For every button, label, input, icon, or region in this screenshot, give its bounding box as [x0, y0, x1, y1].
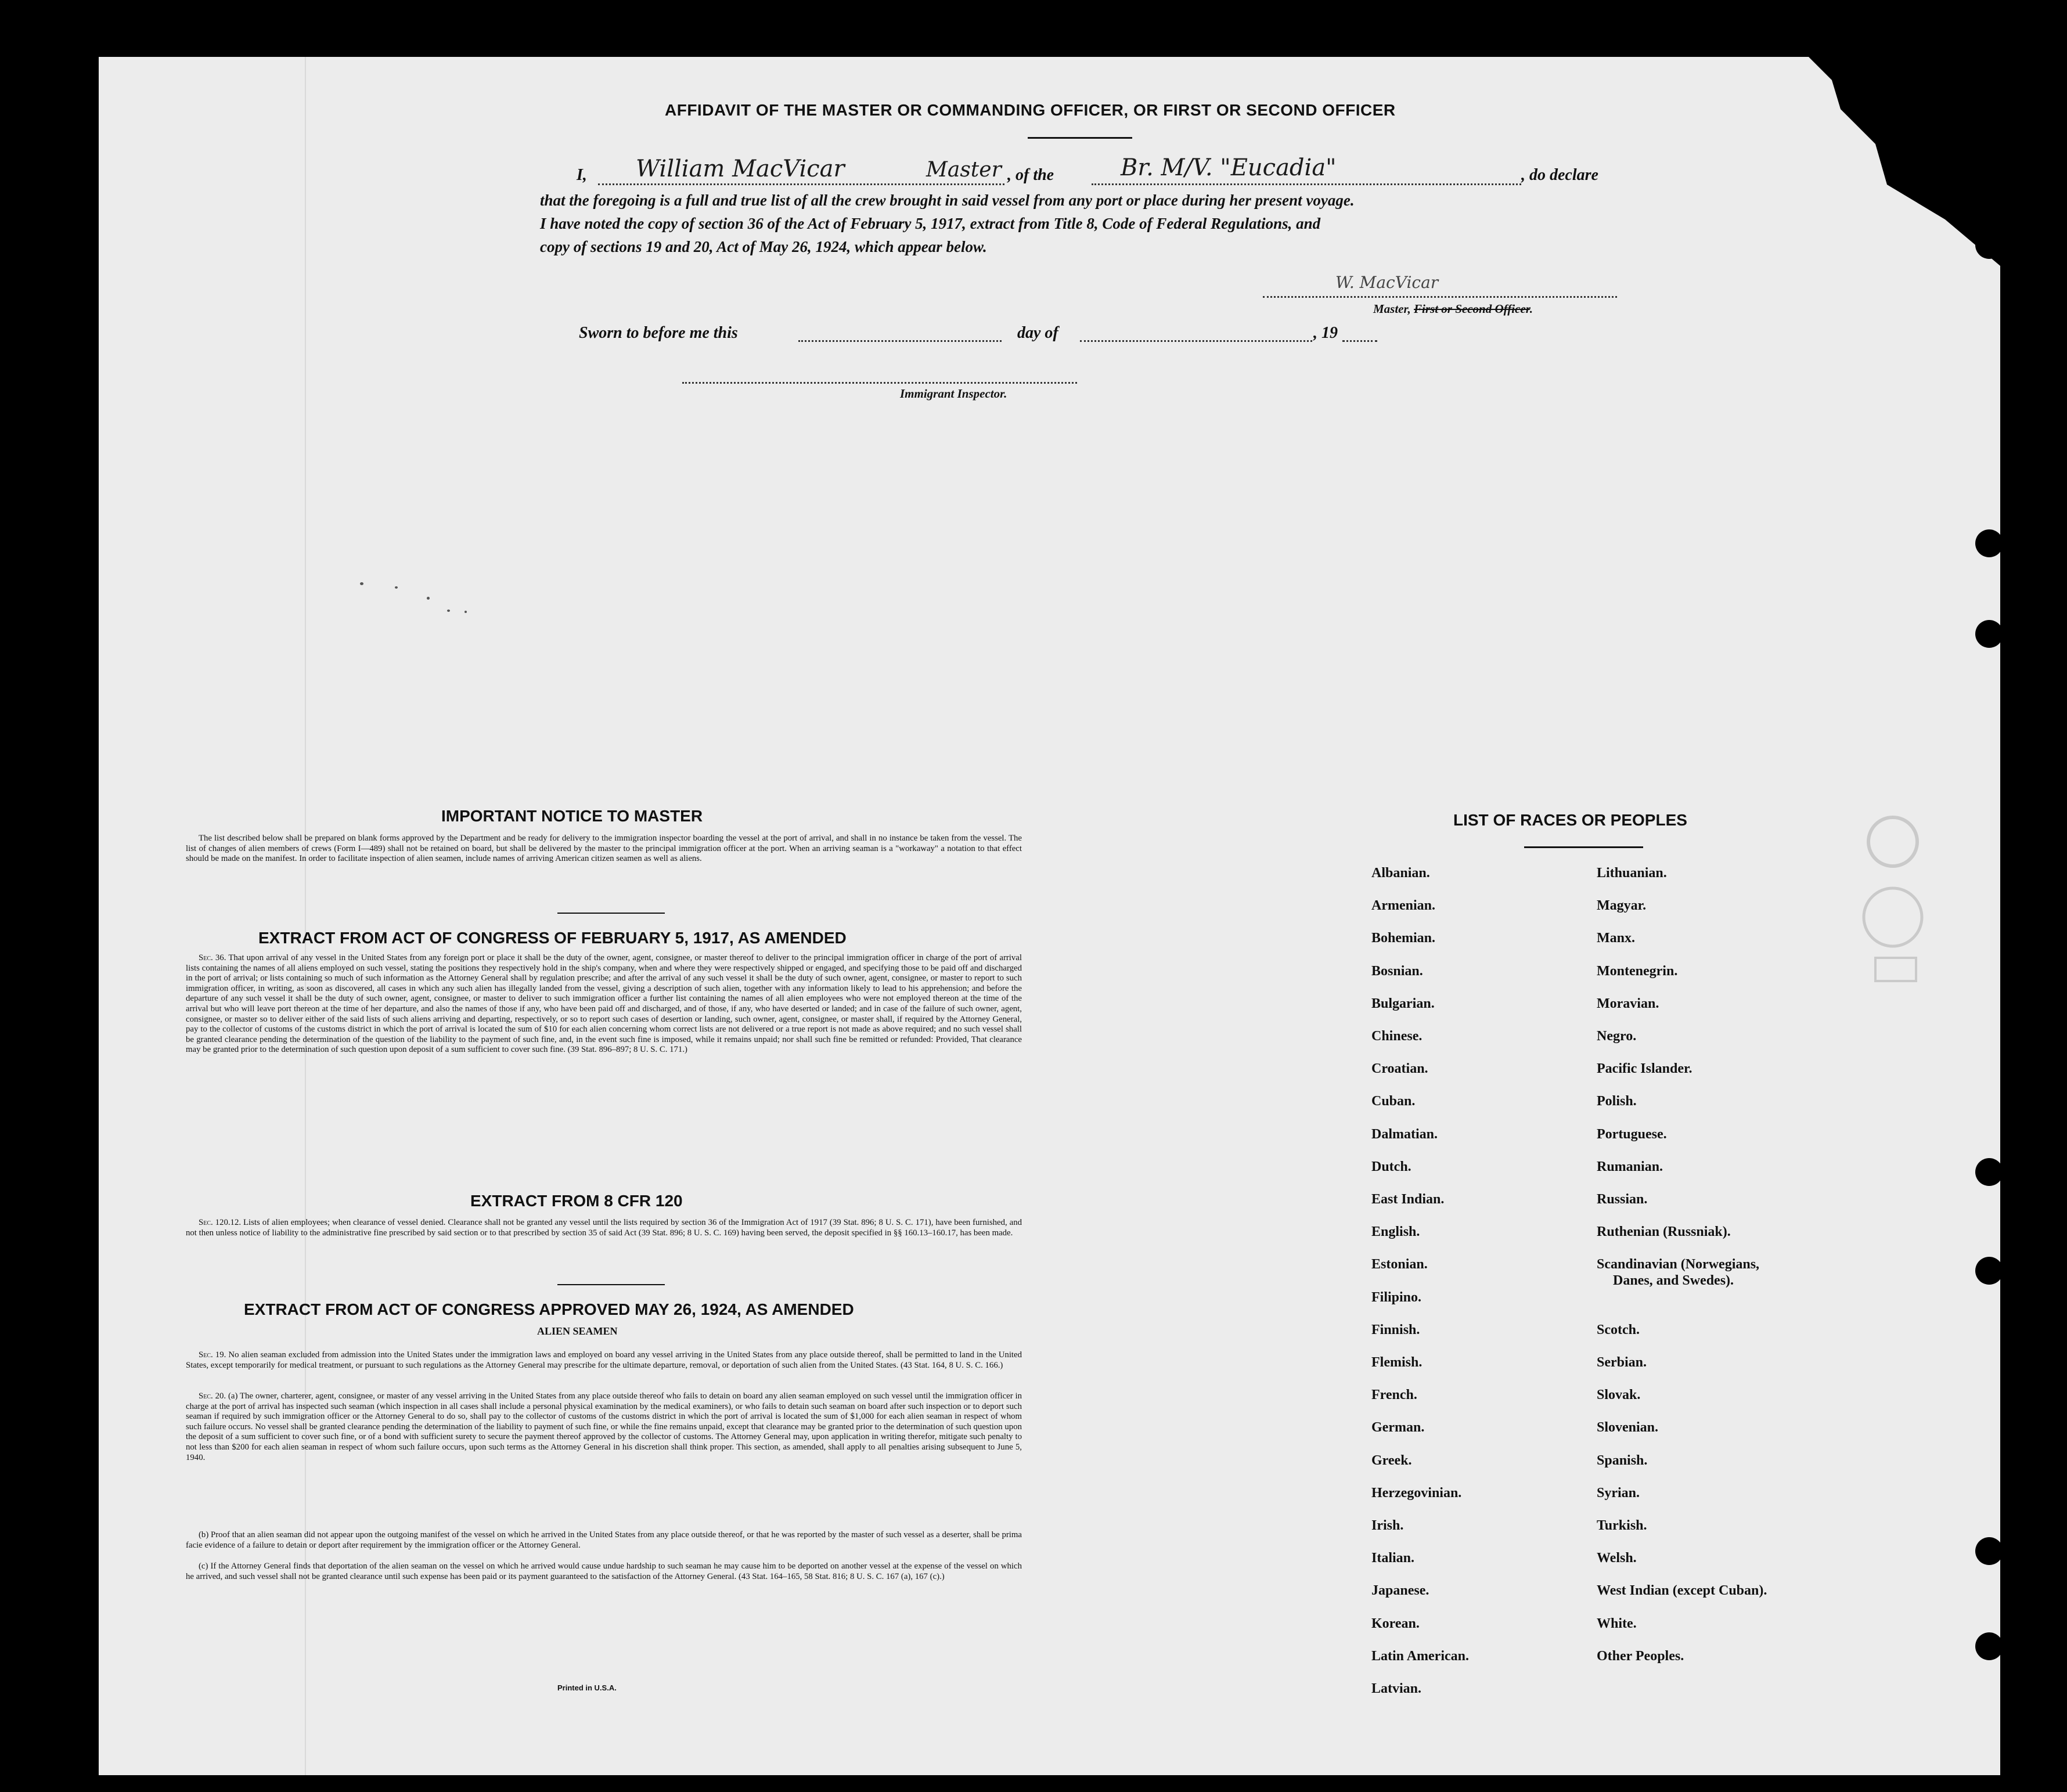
race-item: Cuban.	[1371, 1094, 1416, 1109]
race-item: Dalmatian.	[1371, 1126, 1438, 1142]
signature-caption	[1373, 302, 1533, 316]
race-item: Armenian.	[1371, 898, 1435, 914]
race-item: French.	[1371, 1387, 1417, 1403]
cfr-divider	[557, 1284, 665, 1285]
notice-text	[186, 834, 1022, 864]
punch-hole	[1975, 1632, 2003, 1660]
race-item: Scotch.	[1597, 1322, 1640, 1337]
signature-caption-master: Master,	[1373, 302, 1414, 316]
race-item: Filipino.	[1371, 1289, 1422, 1305]
sec-19-label: Sec. 19.	[199, 1350, 226, 1360]
punch-hole	[1975, 231, 2003, 259]
extract-1924-sec20c	[186, 1562, 1022, 1582]
race-item: Bosnian.	[1371, 963, 1423, 979]
fold-line	[305, 57, 306, 1775]
day-of-label: day of	[1017, 324, 1058, 342]
race-item: Estonian.	[1371, 1257, 1428, 1272]
signature-line	[1263, 296, 1617, 298]
race-item: Magyar.	[1597, 898, 1647, 914]
race-item-continuation: Danes, and Swedes).	[1613, 1273, 1734, 1289]
sec-20-label: Sec. 20.	[199, 1391, 226, 1401]
race-item: Portuguese.	[1597, 1126, 1667, 1142]
race-item: Slovenian.	[1597, 1420, 1659, 1436]
race-item: Ruthenian (Russniak).	[1597, 1224, 1731, 1240]
extract-1924-title: EXTRACT FROM ACT OF CONGRESS APPROVED MAY 26, 1924, AS AMENDED	[244, 1300, 854, 1318]
alien-seamen-subtitle: ALIEN SEAMEN	[537, 1325, 618, 1337]
race-item: Serbian.	[1597, 1355, 1647, 1370]
form-sheet	[99, 57, 2000, 1775]
of-the-label: , of the	[1007, 166, 1054, 184]
race-item: Montenegrin.	[1597, 963, 1678, 979]
inspector-label: Immigrant Inspector.	[900, 387, 1007, 401]
race-item: Manx.	[1597, 931, 1635, 946]
race-item: Herzegovinian.	[1371, 1485, 1462, 1501]
race-item: Albanian.	[1371, 866, 1430, 881]
year-label: , 19	[1313, 324, 1338, 342]
race-item: Bulgarian.	[1371, 996, 1435, 1011]
vessel-line	[1092, 183, 1521, 185]
race-item: Scandinavian (Norwegians,	[1597, 1257, 1760, 1272]
race-item: Greek.	[1371, 1452, 1412, 1468]
sworn-month-line	[1080, 340, 1312, 342]
title-underline	[1028, 137, 1132, 139]
race-item: Croatian.	[1371, 1061, 1428, 1077]
punch-hole	[1975, 529, 2003, 557]
sec-120-12-body: Lists of alien employees; when clearance of vessel denied. Clearance shall not be granted any vessel until the lists required by section 36 of the Immigration Act of 1917 (39 Stat. 896; 8 U. S. C. 171), have been furnished, and not then unless notice of liability to the administrative fine prescribed by said section or to that prescribed by section 35 of said Act (39 Stat. 896; 8 U. S. C. 169) having been served, the deposit specified in §§ 160.13–160.17, has been made.	[186, 1218, 1022, 1238]
race-item: Latvian.	[1371, 1681, 1422, 1696]
paper-speck	[447, 610, 450, 612]
extract-1917-title: EXTRACT FROM ACT OF CONGRESS OF FEBRUARY 5, 1917, AS AMENDED	[258, 929, 847, 947]
race-item: Turkish.	[1597, 1518, 1647, 1533]
race-item: Rumanian.	[1597, 1159, 1663, 1174]
inspector-line	[682, 382, 1077, 384]
punch-hole	[1975, 1257, 2003, 1285]
sworn-year-line	[1342, 340, 1377, 342]
race-item: Polish.	[1597, 1094, 1637, 1109]
race-item: West Indian (except Cuban).	[1597, 1583, 1767, 1599]
race-item: Latin American.	[1371, 1648, 1469, 1664]
affidavit-line-3: I have noted the copy of section 36 of the Act of February 5, 1917, extract from Title 8, Code of Federal Regulations, and	[540, 215, 1321, 232]
race-item: Dutch.	[1371, 1159, 1411, 1174]
master-signature: W. MacVicar	[1335, 273, 1439, 292]
race-item: Spanish.	[1597, 1452, 1648, 1468]
race-item: Flemish.	[1371, 1355, 1423, 1370]
vessel-handwritten: Br. M/V. "Eucadia"	[1121, 154, 1337, 181]
sec-20b-body: (b) Proof that an alien seaman did not appear upon the outgoing manifest of the vessel on which he arrived in the United States from any place outside thereof, or that he was reported by the master of such vessel as a deserter, shall be prima facie evidence of a failure to detain or deport after requirement by the immigration officer or the Attorney General.	[186, 1530, 1022, 1550]
extract-1924-sec19	[186, 1350, 1022, 1371]
races-title: LIST OF RACES OR PEOPLES	[1453, 811, 1687, 829]
punch-hole	[1975, 1158, 2003, 1186]
signature-caption-struck: First or Second Officer	[1414, 302, 1530, 316]
sworn-label: Sworn to before me this	[579, 324, 738, 342]
signature-caption-suffix: .	[1529, 302, 1533, 316]
printed-in-usa: Printed in U.S.A.	[557, 1683, 617, 1692]
race-item: Pacific Islander.	[1597, 1061, 1693, 1077]
extract-1917-text	[186, 953, 1022, 1055]
name-line	[598, 183, 1004, 185]
race-item: Other Peoples.	[1597, 1648, 1684, 1664]
i-label: I,	[577, 166, 587, 184]
sec-19-body: No alien seaman excluded from admission into the United States under the immigration laws and employed on board any vessel arriving in the United States from any place outside thereof, shall be permitted to land in the United States, except temporarily for medical treatment, or pursuant to such regulations as the Attorney General may prescribe for the ultimate departure, removal, or deportation of such alien from the United States. (43 Stat. 164, 8 U. S. C. 166.)	[186, 1350, 1022, 1370]
race-item: Moravian.	[1597, 996, 1659, 1011]
race-item: German.	[1371, 1420, 1425, 1436]
punch-hole	[1975, 620, 2003, 648]
faint-stamp-mark	[1858, 795, 1933, 993]
race-item: Korean.	[1371, 1616, 1420, 1631]
sworn-day-line	[798, 340, 1002, 342]
notice-divider	[557, 913, 665, 914]
race-item: Lithuanian.	[1597, 866, 1667, 881]
race-item: Japanese.	[1371, 1583, 1429, 1599]
extract-8cfr-title: EXTRACT FROM 8 CFR 120	[470, 1192, 683, 1210]
races-underline	[1524, 846, 1643, 848]
paper-speck	[395, 586, 398, 589]
race-item: White.	[1597, 1616, 1637, 1631]
race-item: Irish.	[1371, 1518, 1404, 1533]
extract-1924-sec20b	[186, 1530, 1022, 1551]
affidavit-title: AFFIDAVIT OF THE MASTER OR COMMANDING OFFICER, OR FIRST OR SECOND OFFICER	[665, 101, 1396, 119]
extract-1924-sec20a	[186, 1391, 1022, 1463]
affidavit-line-2: that the foregoing is a full and true list of all the crew brought in said vessel from any port or place during her present voyage.	[540, 192, 1355, 209]
race-item: Negro.	[1597, 1029, 1637, 1044]
race-item: Slovak.	[1597, 1387, 1641, 1403]
sec-36-body: That upon arrival of any vessel in the United States from any foreign port or place it shall be the duty of the owner, agent, consignee, or master thereof to deliver to the principal immigration officer in charge of the port of arrival lists containing the names of all aliens employed on such vessel, stating the positions they respectively hold in the ship's company, when and where they were respectively shipped or engaged, and specifying those to be paid off and discharged in the port of arrival; or lists containing so much of such information as the Attorney General shall by regulation prescribe; and after the arrival of any such vessel it shall be the duty of such owner, agent, consignee, or master to report to such immigration officer, in writing, as soon as discovered, all cases in which any such alien has illegally landed from the vessel, giving a description of such alien, together with any information likely to lead to his apprehension; and before the departure of any such vessel it shall be the duty of such owner, agent, consignee, or master to deliver to such immigration officer a further list containing the names of all alien employees who were not employed thereon at the time of the arrival but who will leave port thereon at the time of her departure, and also the names of those if any, who have been paid off and discharged, and of those, if any, who have deserted or landed; and in case of the failure of such owner, agent, consignee, or master so to deliver either of the said lists of such aliens arriving and departing, respectively, or so to report such cases of desertion or landing, such owner, agent, consignee, or master shall, if required by the Attorney General, pay to the collector of customs of the customs district in which the port of arrival is located the sum of $10 for each alien concerning whom correct lists are not delivered or a true report is not made as above required; and no such vessel shall be granted clearance pending the determination of the question of the liability to the payment of such fine, and, in the event such fine is imposed, while it remains unpaid; nor shall such fine be remitted or refunded: Provided, That clearance may be granted prior to the determination of such question upon deposit of a sum sufficient to cover such fine. (39 Stat. 896–897; 8 U. S. C. 171.)	[186, 953, 1022, 1055]
race-item: Welsh.	[1597, 1551, 1637, 1566]
sec-20a-body: (a) The owner, charterer, agent, consignee, or master of any vessel arriving in the United States from any place outside thereof who fails to detain on board any alien seaman employed on such vessel until the immigration officer in charge at the port of arrival has inspected such seaman (which inspection in all cases shall include a personal physical examination by the medical examiners), or who fails to detain such seaman on board after such inspection or to deport such seaman if required by such immigration officer or the Attorney General to do so, shall pay to the collector of customs of the customs district in which the port of arrival is located the sum of $1,000 for each alien seaman in respect of whom such failure occurs. No vessel shall be granted clearance pending the determination of the liability to payment of such fine, or while the fine remains unpaid, except that clearance may be granted prior to the determination of such question upon the deposit of a sum sufficient to cover such fine, or of a bond with sufficient surety to secure the payment thereof approved by the collector of customs. The Attorney General may, upon application in writing therefor, mitigate such penalty to not less than $200 for each alien seaman in respect of whom such failure occurs, upon such terms as the Attorney General in his discretion shall think proper. This section, as amended, shall apply to all penalties arising subsequent to June 5, 1940.	[186, 1391, 1022, 1462]
race-item: Russian.	[1597, 1192, 1648, 1207]
race-item: Finnish.	[1371, 1322, 1420, 1337]
race-item: East Indian.	[1371, 1192, 1445, 1207]
race-item: English.	[1371, 1224, 1420, 1240]
name-handwritten: William MacVicar	[636, 156, 845, 182]
punch-hole	[1975, 1537, 2003, 1565]
sec-20c-body: (c) If the Attorney General finds that deportation of the alien seaman on the vessel on which he arrived would cause undue hardship to such seaman he may cause him to be deported on another vessel at the expense of the vessel on which he arrived, and such vessel shall not be granted clearance until such expense has been paid or its payment guaranteed to the satisfaction of the Attorney General. (43 Stat. 164–165, 58 Stat. 816; 8 U. S. C. 167 (a), 167 (c).)	[186, 1562, 1022, 1581]
sec-36-label: Sec. 36.	[199, 953, 226, 962]
notice-title: IMPORTANT NOTICE TO MASTER	[441, 807, 703, 825]
affidavit-line-4: copy of sections 19 and 20, Act of May 26, 1924, which appear below.	[540, 238, 987, 255]
race-item: Chinese.	[1371, 1029, 1423, 1044]
paper-speck	[360, 582, 363, 585]
race-item: Syrian.	[1597, 1485, 1640, 1501]
paper-speck	[464, 611, 467, 613]
race-item: Italian.	[1371, 1551, 1415, 1566]
extract-8cfr-text	[186, 1218, 1022, 1238]
do-declare-label: , do declare	[1521, 166, 1598, 184]
race-item: Bohemian.	[1371, 931, 1436, 946]
paper-speck	[427, 597, 430, 600]
notice-paragraph: The list described below shall be prepared on blank forms approved by the Department and be ready for delivery to the immigration inspector boarding the vessel at the port of arrival, and shall in no instance be taken from the vessel. The list of changes of alien members of crews (Form I—489) shall not be retained on board, but shall be delivered by the master to the principal immigration officer at the port. When an arriving seaman is a "workaway" a notation to that effect should be made on the manifest. In order to facilitate inspection of alien seamen, include names of arriving American citizen seamen as well as aliens.	[186, 834, 1022, 864]
sec-120-12-label: Sec. 120.12.	[199, 1218, 242, 1227]
title-handwritten: Master	[926, 158, 1002, 182]
